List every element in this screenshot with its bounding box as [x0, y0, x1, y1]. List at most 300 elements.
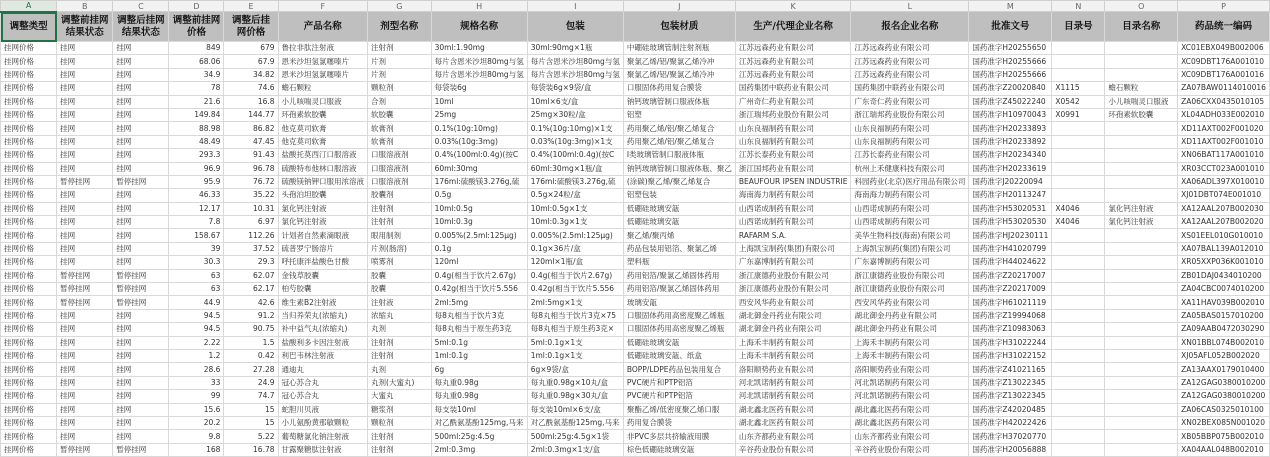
table-cell[interactable]	[1052, 336, 1105, 349]
column-letter-header[interactable]: E	[224, 1, 278, 12]
table-cell[interactable]: 68.06	[169, 55, 224, 68]
table-cell[interactable]	[1052, 122, 1105, 135]
table-cell[interactable]: 0.1%(10g:10mg)×1支	[527, 122, 623, 135]
table-cell[interactable]: 挂网价格	[1, 108, 57, 121]
column-letter-header[interactable]: O	[1105, 1, 1178, 12]
table-cell[interactable]: 挂网	[57, 256, 113, 269]
table-cell[interactable]	[1052, 323, 1105, 336]
table-cell[interactable]: 120ml	[431, 256, 527, 269]
table-cell[interactable]: 国药准字H53020530	[969, 216, 1052, 229]
table-cell[interactable]	[1105, 55, 1178, 68]
table-cell[interactable]: 挂网价格	[1, 42, 57, 55]
table-cell[interactable]: 112.26	[224, 229, 278, 242]
table-cell[interactable]: 挂网价格	[1, 283, 57, 296]
table-cell[interactable]: 氯化钙注射液	[278, 216, 368, 229]
table-cell[interactable]: 挂网	[57, 135, 113, 148]
table-cell[interactable]: 注射剂	[368, 42, 432, 55]
table-cell[interactable]: 江苏远森药业有限公司	[735, 55, 851, 68]
header-cell[interactable]: 规格名称	[431, 12, 527, 42]
table-cell[interactable]: 山东良福制药有限公司	[735, 122, 851, 135]
table-cell[interactable]: 注射剂	[368, 336, 432, 349]
table-cell[interactable]: 挂网	[57, 430, 113, 443]
table-cell[interactable]: 上海禾丰制药有限公司	[735, 336, 851, 349]
table-cell[interactable]	[1105, 242, 1178, 255]
table-cell[interactable]: 176ml:硫酸镁3.276g,硫	[527, 175, 623, 188]
table-cell[interactable]: 挂网价格	[1, 430, 57, 443]
table-cell[interactable]: 0.4%(100ml:0.4g)(按C	[431, 149, 527, 162]
table-cell[interactable]: 口服溶液剂	[368, 162, 432, 175]
table-cell[interactable]: 5ml:0.1g×1支	[527, 336, 623, 349]
table-cell[interactable]: 37.52	[224, 242, 278, 255]
table-cell[interactable]: 国药准字Z19994068	[969, 309, 1052, 322]
table-cell[interactable]: 0.4%(100ml:0.4g)(按C	[527, 149, 623, 162]
table-cell[interactable]: 暂停挂网	[57, 296, 113, 309]
header-cell[interactable]: 产品名称	[278, 12, 368, 42]
table-cell[interactable]	[1052, 349, 1105, 362]
table-cell[interactable]	[1105, 443, 1178, 456]
table-cell[interactable]: 2.22	[169, 336, 224, 349]
table-cell[interactable]: 暂停挂网	[113, 443, 169, 456]
column-letter-header[interactable]: J	[623, 1, 735, 12]
table-cell[interactable]	[1052, 283, 1105, 296]
table-cell[interactable]: XS01EEL010G010010	[1178, 229, 1270, 242]
table-cell[interactable]: 中硼硅玻璃管制注射剂瓶	[623, 42, 735, 55]
table-cell[interactable]: 环孢素软胶囊	[1105, 108, 1178, 121]
table-cell[interactable]: 低硼硅玻璃安瓿	[623, 336, 735, 349]
table-cell[interactable]: 丸剂	[368, 323, 432, 336]
table-cell[interactable]: 6.97	[224, 216, 278, 229]
table-cell[interactable]: 挂网	[113, 122, 169, 135]
table-cell[interactable]: 挂网	[113, 82, 169, 95]
table-cell[interactable]	[1052, 55, 1105, 68]
table-cell[interactable]: 293.3	[169, 149, 224, 162]
table-cell[interactable]: 78	[169, 82, 224, 95]
table-cell[interactable]: 挂网	[113, 363, 169, 376]
table-cell[interactable]: 暂停挂网	[113, 175, 169, 188]
table-cell[interactable]: 挂网	[57, 216, 113, 229]
table-cell[interactable]	[1052, 376, 1105, 389]
table-cell[interactable]: 国药准字H20255650	[969, 42, 1052, 55]
table-cell[interactable]: 挂网价格	[1, 135, 57, 148]
table-cell[interactable]: 144.77	[224, 108, 278, 121]
header-cell[interactable]: 批准文号	[969, 12, 1052, 42]
table-cell[interactable]: PVC硬片和PTP铝箔	[623, 376, 735, 389]
table-cell[interactable]	[1052, 242, 1105, 255]
table-cell[interactable]: 西安风华药业有限公司	[851, 296, 969, 309]
table-cell[interactable]: 0.5g	[431, 189, 527, 202]
table-cell[interactable]: 国药准字H20255666	[969, 55, 1052, 68]
table-cell[interactable]: 片剂(肠溶)	[368, 242, 432, 255]
table-cell[interactable]: 挂网	[113, 216, 169, 229]
table-cell[interactable]: 挂网	[113, 55, 169, 68]
table-cell[interactable]: 国药准字Z20020840	[969, 82, 1052, 95]
table-cell[interactable]: 挂网价格	[1, 256, 57, 269]
table-cell[interactable]: 20.2	[169, 416, 224, 429]
table-cell[interactable]: 每丸重0.98g×30丸/盒	[527, 390, 623, 403]
table-cell[interactable]: XL04ADH033E002010	[1178, 108, 1270, 121]
table-cell[interactable]: 挂网价格	[1, 349, 57, 362]
table-cell[interactable]: 蟾石颗粒	[278, 82, 368, 95]
table-cell[interactable]: 河北凯诺制药有限公司	[735, 376, 851, 389]
table-cell[interactable]	[1105, 376, 1178, 389]
header-cell[interactable]: 调整后挂网价格	[224, 12, 278, 42]
table-cell[interactable]: 挂网	[57, 336, 113, 349]
table-cell[interactable]: 上海禾丰制药有限公司	[735, 349, 851, 362]
table-cell[interactable]	[1052, 443, 1105, 456]
column-letter-header[interactable]: I	[527, 1, 623, 12]
table-cell[interactable]: 上海禾丰制药有限公司	[851, 349, 969, 362]
column-letter-header[interactable]: P	[1178, 1, 1270, 12]
table-cell[interactable]: 42.6	[224, 296, 278, 309]
table-cell[interactable]: 湖北御金丹药业有限公司	[851, 323, 969, 336]
column-letter-header[interactable]: M	[969, 1, 1052, 12]
table-cell[interactable]: ZA04CBC0074010200	[1178, 283, 1270, 296]
table-cell[interactable]: 挂网价格	[1, 175, 57, 188]
table-cell[interactable]	[1052, 256, 1105, 269]
table-cell[interactable]: 聚氯乙烯/铝/聚氯乙烯冷冲	[623, 68, 735, 81]
table-cell[interactable]: 国药准字H53020531	[969, 202, 1052, 215]
table-cell[interactable]: 挂网价格	[1, 82, 57, 95]
table-cell[interactable]: 挂网	[57, 189, 113, 202]
table-cell[interactable]: 山西诺成制药有限公司	[851, 202, 969, 215]
table-cell[interactable]: 5ml:0.1g	[431, 336, 527, 349]
table-cell[interactable]	[1105, 309, 1178, 322]
table-cell[interactable]: 挂网	[113, 349, 169, 362]
table-cell[interactable]: X1115	[1052, 82, 1105, 95]
table-cell[interactable]: 挂网	[57, 229, 113, 242]
table-cell[interactable]: 44.9	[169, 296, 224, 309]
table-cell[interactable]: 山东齐都药业有限公司	[735, 430, 851, 443]
table-cell[interactable]: 10ml:0.3g	[431, 216, 527, 229]
table-cell[interactable]: 7.8	[169, 216, 224, 229]
table-cell[interactable]	[1052, 135, 1105, 148]
table-cell[interactable]: 计划者自然素滴眼液	[278, 229, 368, 242]
table-cell[interactable]: 大蜜丸	[368, 390, 432, 403]
table-cell[interactable]: 低硼硅玻璃安瓿、纸盒	[623, 349, 735, 362]
table-cell[interactable]: 广东嘉博制药有限公司	[851, 256, 969, 269]
table-cell[interactable]: XJ01DBT074E001010	[1178, 189, 1270, 202]
column-letter-header[interactable]: B	[57, 1, 113, 12]
table-cell[interactable]: ZA12GAG0380010200	[1178, 390, 1270, 403]
table-cell[interactable]	[1052, 390, 1105, 403]
table-cell[interactable]: 63	[169, 269, 224, 282]
table-cell[interactable]: ZA06CXX0435010105	[1178, 95, 1270, 108]
table-cell[interactable]: 60ml:30mg	[431, 162, 527, 175]
table-cell[interactable]: 维生素B2注射液	[278, 296, 368, 309]
table-cell[interactable]: 江苏长泰药业有限公司	[735, 149, 851, 162]
table-cell[interactable]	[1052, 363, 1105, 376]
table-cell[interactable]: 0.03%(10g:3mg)	[431, 135, 527, 148]
table-cell[interactable]: 62.17	[224, 283, 278, 296]
table-cell[interactable]: 挂网价格	[1, 443, 57, 456]
table-cell[interactable]: 2ml:5mg×1支	[527, 296, 623, 309]
table-cell[interactable]	[1105, 283, 1178, 296]
table-cell[interactable]: 挂网价格	[1, 95, 57, 108]
header-cell[interactable]: 目录号	[1052, 12, 1105, 42]
table-cell[interactable]: BEAUFOUR IPSEN INDUSTRIE	[735, 175, 851, 188]
table-cell[interactable]: 药用铝箔/聚氯乙烯固体药用	[623, 283, 735, 296]
table-cell[interactable]: 挂网价格	[1, 363, 57, 376]
table-cell[interactable]: 6g	[431, 363, 527, 376]
table-cell[interactable]: 30.3	[169, 256, 224, 269]
table-cell[interactable]: 158.67	[169, 229, 224, 242]
table-cell[interactable]: 江苏远森药业有限公司	[735, 68, 851, 81]
table-cell[interactable]: 硫酸特布他林口服溶液	[278, 162, 368, 175]
table-cell[interactable]: 河北凯诺制药有限公司	[735, 390, 851, 403]
table-cell[interactable]: 76.72	[224, 175, 278, 188]
table-cell[interactable]: 聚氯乙烯/铝/聚氯乙烯冷冲	[623, 55, 735, 68]
table-cell[interactable]: 葡萄糖氯化钠注射液	[278, 430, 368, 443]
table-cell[interactable]: 挂网	[113, 95, 169, 108]
table-cell[interactable]: 胶囊	[368, 269, 432, 282]
table-cell[interactable]: 0.1g	[431, 242, 527, 255]
table-cell[interactable]: 江苏远森药业有限公司	[851, 55, 969, 68]
table-cell[interactable]: 9.8	[169, 430, 224, 443]
table-cell[interactable]	[1105, 175, 1178, 188]
table-cell[interactable]: 小儿咳喘灵口服液	[278, 95, 368, 108]
table-cell[interactable]	[1052, 68, 1105, 81]
table-cell[interactable]: 呼托康泮盐酸色甘酸	[278, 256, 368, 269]
column-letter-header[interactable]: N	[1052, 1, 1105, 12]
table-cell[interactable]: 1.2	[169, 349, 224, 362]
table-cell[interactable]: 挂网	[113, 149, 169, 162]
table-cell[interactable]: ZA12GAG0380010200	[1178, 376, 1270, 389]
table-cell[interactable]: 注射剂	[368, 430, 432, 443]
table-cell[interactable]: 上海凯宝制药(集团)有限公司	[735, 242, 851, 255]
table-cell[interactable]: 软胶囊	[368, 108, 432, 121]
table-cell[interactable]: 16.8	[224, 95, 278, 108]
table-cell[interactable]: 95.9	[169, 175, 224, 188]
table-cell[interactable]: 挂网	[57, 390, 113, 403]
table-cell[interactable]: 每片含恩米沙坦80mg与氢	[431, 55, 527, 68]
table-cell[interactable]: ZA05BAS0157010200	[1178, 309, 1270, 322]
table-cell[interactable]	[1052, 189, 1105, 202]
table-cell[interactable]: XB05BBP075B002010	[1178, 430, 1270, 443]
table-cell[interactable]: (涂碳)聚乙烯/聚乙烯复合	[623, 175, 735, 188]
header-cell[interactable]: 目录名称	[1105, 12, 1178, 42]
table-cell[interactable]: 山西诺成制药有限公司	[851, 216, 969, 229]
table-cell[interactable]: 挂网	[57, 309, 113, 322]
table-cell[interactable]	[1105, 149, 1178, 162]
header-cell[interactable]: 调整类型	[1, 12, 57, 42]
table-cell[interactable]: 暂停挂网	[57, 269, 113, 282]
table-cell[interactable]: 国药准字H20113247	[969, 189, 1052, 202]
table-cell[interactable]: 挂网	[113, 336, 169, 349]
table-cell[interactable]	[1105, 416, 1178, 429]
table-cell[interactable]: 通迪丸	[278, 363, 368, 376]
table-cell[interactable]: 挂网	[57, 82, 113, 95]
table-cell[interactable]: 非PVC多层共挤输液用膜	[623, 430, 735, 443]
table-cell[interactable]: 挂网	[113, 108, 169, 121]
table-cell[interactable]: 每支装10ml×6支/盒	[527, 403, 623, 416]
table-cell[interactable]: 94.5	[169, 309, 224, 322]
table-cell[interactable]: RAFARM S.A.	[735, 229, 851, 242]
table-cell[interactable]: 86.82	[224, 122, 278, 135]
table-cell[interactable]	[1052, 162, 1105, 175]
table-cell[interactable]: 钠钙玻璃管制口服液体瓶、聚乙	[623, 162, 735, 175]
table-cell[interactable]: 34.9	[169, 68, 224, 81]
table-cell[interactable]: 25mg	[431, 108, 527, 121]
table-cell[interactable]: 挂网价格	[1, 122, 57, 135]
table-cell[interactable]: 注射剂	[368, 202, 432, 215]
table-cell[interactable]: 34.82	[224, 68, 278, 81]
table-cell[interactable]: 国药准字H37020770	[969, 430, 1052, 443]
table-cell[interactable]: 软膏剂	[368, 122, 432, 135]
table-cell[interactable]: 浙江康德药业股份有限公司	[735, 269, 851, 282]
table-cell[interactable]: 挂网	[57, 42, 113, 55]
table-cell[interactable]: 每8丸相当于原生药3克×	[527, 323, 623, 336]
table-cell[interactable]: 挂网价格	[1, 309, 57, 322]
table-cell[interactable]: ZA13AAX0179010400	[1178, 363, 1270, 376]
table-cell[interactable]: 注射剂	[368, 443, 432, 456]
table-cell[interactable]	[1052, 309, 1105, 322]
table-cell[interactable]	[1105, 296, 1178, 309]
table-cell[interactable]: 挂网	[113, 189, 169, 202]
table-cell[interactable]: XC09DBT176A001010	[1178, 55, 1270, 68]
table-cell[interactable]: 0.1%(10g:10mg)	[431, 122, 527, 135]
table-cell[interactable]: 挂网价格	[1, 269, 57, 282]
table-cell[interactable]: ZA06CAS0325010100	[1178, 403, 1270, 416]
table-cell[interactable]: 口服溶液剂	[368, 149, 432, 162]
table-cell[interactable]: 0.03%(10g:3mg)×1支	[527, 135, 623, 148]
table-cell[interactable]: 2ml:0.3mg×1支/盒	[527, 443, 623, 456]
table-cell[interactable]	[1052, 416, 1105, 429]
table-cell[interactable]	[1105, 403, 1178, 416]
table-cell[interactable]: 注射液	[368, 296, 432, 309]
table-cell[interactable]: 棕色低硼硅玻璃安瓿	[623, 443, 735, 456]
header-cell[interactable]: 剂型名称	[368, 12, 432, 42]
table-cell[interactable]: 67.9	[224, 55, 278, 68]
table-cell[interactable]: 挂网	[113, 68, 169, 81]
table-cell[interactable]	[1105, 363, 1178, 376]
table-cell[interactable]: 15	[224, 416, 278, 429]
table-cell[interactable]: 江苏远森药业有限公司	[851, 42, 969, 55]
table-cell[interactable]: 头孢泊坦胶囊	[278, 189, 368, 202]
table-cell[interactable]: 暂停挂网	[57, 443, 113, 456]
table-cell[interactable]: 国药准字H31022244	[969, 336, 1052, 349]
table-cell[interactable]: 挂网	[113, 390, 169, 403]
table-cell[interactable]: 氯化钙注射液	[1105, 202, 1178, 215]
table-cell[interactable]: 24.9	[224, 376, 278, 389]
table-cell[interactable]: 91.43	[224, 149, 278, 162]
table-cell[interactable]: 钠钙玻璃管制口服液体瓶	[623, 95, 735, 108]
table-cell[interactable]: 山东良福制药有限公司	[851, 135, 969, 148]
table-cell[interactable]: 挂网价格	[1, 416, 57, 429]
table-cell[interactable]: 国药准字H20233619	[969, 162, 1052, 175]
column-letter-header[interactable]: D	[169, 1, 224, 12]
table-cell[interactable]: 88.98	[169, 122, 224, 135]
table-cell[interactable]: 对乙酰氨基酚125mg,马来	[431, 416, 527, 429]
table-cell[interactable]: 挂网	[57, 68, 113, 81]
table-cell[interactable]: 国药准字H20056888	[969, 443, 1052, 456]
table-cell[interactable]: 挂网	[57, 363, 113, 376]
table-cell[interactable]: 27.28	[224, 363, 278, 376]
table-cell[interactable]: 94.5	[169, 323, 224, 336]
table-cell[interactable]: 60ml:30mg×1瓶/盒	[527, 162, 623, 175]
table-cell[interactable]: 片剂	[368, 68, 432, 81]
table-cell[interactable]: 500ml:25g:4.5g×1袋	[527, 430, 623, 443]
header-cell[interactable]: 调整后挂网结果状态	[113, 12, 169, 42]
table-cell[interactable]: 每袋装6g	[431, 82, 527, 95]
table-cell[interactable]: 挂网价格	[1, 336, 57, 349]
table-cell[interactable]: 河北凯诺制药有限公司	[851, 390, 969, 403]
table-cell[interactable]: XA12AAL207B002020	[1178, 216, 1270, 229]
table-cell[interactable]: 利巴韦林注射液	[278, 349, 368, 362]
column-letter-header[interactable]: G	[368, 1, 432, 12]
table-cell[interactable]: 挂网	[113, 162, 169, 175]
table-cell[interactable]: 药用聚乙烯/铝/聚乙烯复合	[623, 135, 735, 148]
table-cell[interactable]	[1052, 296, 1105, 309]
table-cell[interactable]: 湖北鑫北医药有限公司	[851, 416, 969, 429]
table-cell[interactable]: 合剂	[368, 95, 432, 108]
table-cell[interactable]: 辛谷药业股份有限公司	[851, 443, 969, 456]
table-cell[interactable]: 补中益气丸(浓缩丸)	[278, 323, 368, 336]
table-cell[interactable]: 849	[169, 42, 224, 55]
table-cell[interactable]: 浙江国邦药业有限公司	[735, 162, 851, 175]
table-cell[interactable]: 12.17	[169, 202, 224, 215]
table-cell[interactable]: 33	[169, 376, 224, 389]
table-cell[interactable]: 5.22	[224, 430, 278, 443]
table-cell[interactable]: 挂网	[57, 323, 113, 336]
table-cell[interactable]: 挂网价格	[1, 149, 57, 162]
table-cell[interactable]: 28.6	[169, 363, 224, 376]
table-cell[interactable]	[1105, 390, 1178, 403]
table-cell[interactable]: 科园药业(北京)医疗用品有限公司	[851, 175, 969, 188]
table-cell[interactable]: 挂网价格	[1, 162, 57, 175]
table-cell[interactable]	[1105, 229, 1178, 242]
table-cell[interactable]: 山西诺成制药有限公司	[735, 202, 851, 215]
table-cell[interactable]: 浓缩丸	[368, 309, 432, 322]
table-cell[interactable]: 洛阳顺势药业有限公司	[735, 363, 851, 376]
table-cell[interactable]: 10ml:0.5g	[431, 202, 527, 215]
table-cell[interactable]: 47.45	[224, 135, 278, 148]
table-cell[interactable]: 海南海力制药有限公司	[851, 189, 969, 202]
table-cell[interactable]: I类玻璃管制口服液体瓶	[623, 149, 735, 162]
table-cell[interactable]: 浙江瑞邦药业股份有限公司	[735, 108, 851, 121]
table-cell[interactable]	[1105, 68, 1178, 81]
table-cell[interactable]	[1052, 403, 1105, 416]
table-cell[interactable]: 辛谷药业股份有限公司	[735, 443, 851, 456]
table-cell[interactable]: XJ05AFL052B002020	[1178, 349, 1270, 362]
table-cell[interactable]: 湖北鑫北医药有限公司	[735, 403, 851, 416]
table-cell[interactable]: 山东齐都药业有限公司	[851, 430, 969, 443]
table-cell[interactable]: 他克莫司软膏	[278, 122, 368, 135]
table-cell[interactable]: 10ml:0.3g×1支	[527, 216, 623, 229]
table-cell[interactable]: 恩米沙坦氢氯噻嗪片	[278, 68, 368, 81]
table-cell[interactable]: 金钱草胶囊	[278, 269, 368, 282]
table-cell[interactable]: 聚乙烯/聚丙烯	[623, 229, 735, 242]
table-cell[interactable]: 丸剂(大蜜丸)	[368, 376, 432, 389]
table-cell[interactable]: 96.78	[224, 162, 278, 175]
table-cell[interactable]: 63	[169, 283, 224, 296]
table-cell[interactable]: 挂网	[113, 229, 169, 242]
table-cell[interactable]: 国药准字H41020799	[969, 242, 1052, 255]
table-cell[interactable]: 柏芍胶囊	[278, 283, 368, 296]
table-cell[interactable]	[1052, 175, 1105, 188]
table-cell[interactable]: XC01EBX049B002006	[1178, 42, 1270, 55]
table-cell[interactable]: 国药准字H61021119	[969, 296, 1052, 309]
table-cell[interactable]: ZB01DAJ0434010200	[1178, 269, 1270, 282]
table-cell[interactable]: 21.6	[169, 95, 224, 108]
table-cell[interactable]: 16.78	[224, 443, 278, 456]
table-cell[interactable]: 挂网	[57, 55, 113, 68]
header-cell[interactable]: 包装	[527, 12, 623, 42]
table-cell[interactable]: 当归养荣丸(浓缩丸)	[278, 309, 368, 322]
table-cell[interactable]: 上海凯宝制药(集团)有限公司	[851, 242, 969, 255]
table-cell[interactable]: 颗粒剂	[368, 82, 432, 95]
table-cell[interactable]: BOPP/LDPE药品包装用复合	[623, 363, 735, 376]
table-cell[interactable]: 10.31	[224, 202, 278, 215]
